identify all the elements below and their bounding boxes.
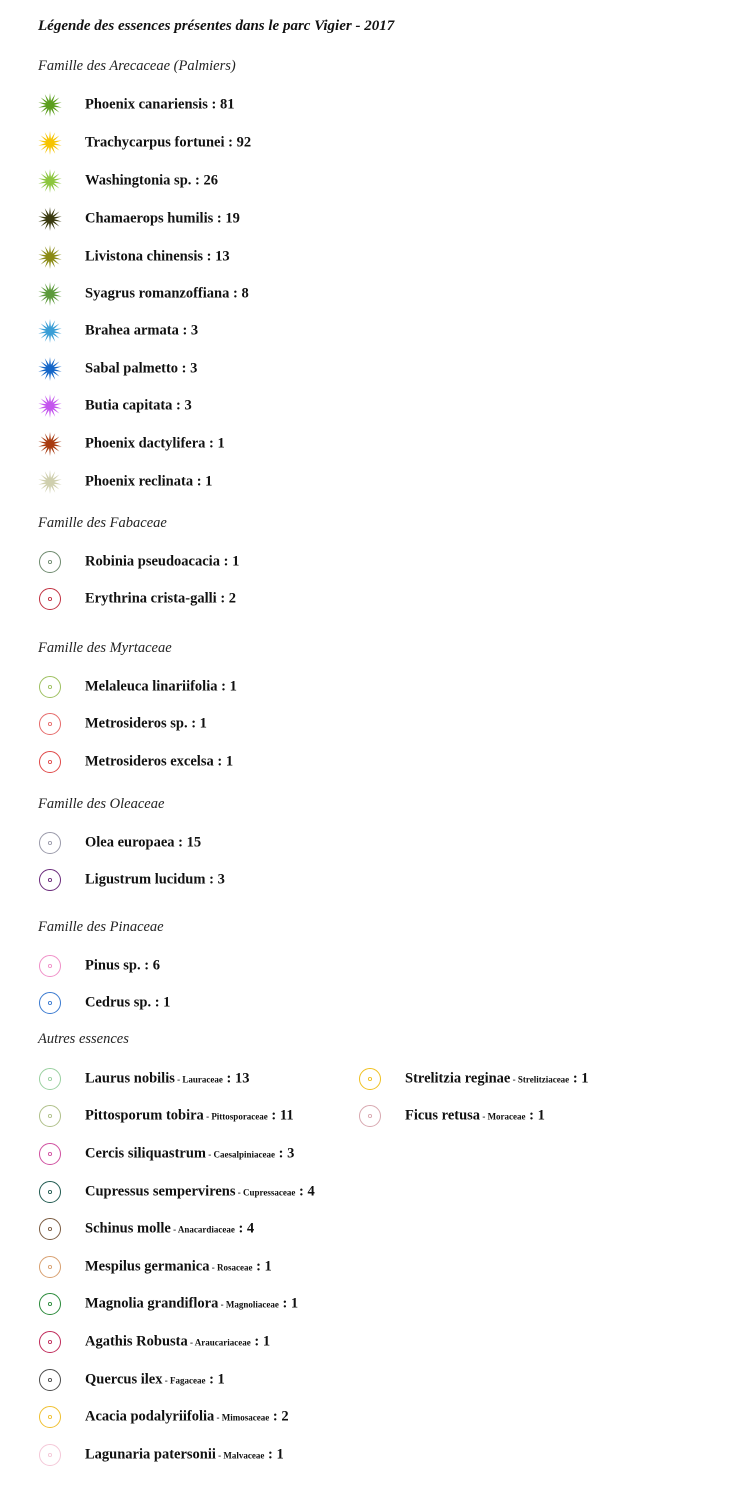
legend-item [37,953,160,979]
species-name: Chamaerops humilis [85,210,214,227]
species-label: Laurus nobilis - Lauraceae : 13 [85,1070,250,1087]
tree-circle-icon [37,549,63,575]
legend-item [37,1179,315,1205]
species-count: 13 [234,1070,250,1087]
legend-item [37,1103,294,1129]
species-label: Washingtonia sp. : 26 [85,172,218,189]
legend-item [37,168,218,194]
family-heading: Famille des Arecaceae (Palmiers) [38,58,236,74]
species-name: Laurus nobilis [85,1070,175,1087]
species-family: Pittosporaceae [211,1111,268,1122]
species-family: Rosaceae [216,1262,253,1273]
family-heading: Famille des Myrtaceae [38,640,172,656]
legend-item [37,549,240,575]
species-count: 4 [246,1220,255,1237]
species-count: 2 [281,1408,289,1425]
species-count: 3 [190,322,199,339]
species-label: Ligustrum lucidum : 3 [85,871,225,888]
species-name: Quercus ilex [85,1371,163,1388]
species-count: 81 [219,96,235,113]
species-label: Magnolia grandiflora - Magnoliaceae : 1 [85,1295,299,1312]
legend-item [37,1367,225,1393]
species-count: 1 [217,435,225,452]
species-name: Acacia podalyriifolia [85,1408,215,1425]
species-count: 1 [225,753,234,770]
species-label: Brahea armata : 3 [85,322,199,339]
species-name: Melaleuca linariifolia [85,678,218,695]
species-name: Metrosideros sp. [85,715,188,732]
family-heading: Autres essences [38,1031,129,1047]
palm-symbol-icon [37,431,63,457]
species-label: Phoenix dactylifera : 1 [85,435,225,452]
species-label: Ficus retusa - Moraceae : 1 [405,1107,545,1124]
tree-circle-icon [37,1367,63,1393]
palm-symbol-icon [37,356,63,382]
species-label: Trachycarpus fortunei : 92 [85,134,252,151]
palm-symbol-icon [37,281,63,307]
species-name: Erythrina crista-galli [85,590,217,607]
legend-item [37,990,171,1016]
species-label: Mespilus germanica - Rosaceae : 1 [85,1258,272,1275]
palm-symbol-icon [37,244,63,270]
species-name: Cedrus sp. [85,994,152,1011]
species-name: Butia capitata [85,397,173,414]
species-name: Pinus sp. [85,957,141,974]
species-family: Lauraceae [182,1074,223,1085]
legend-item [37,711,207,737]
legend-item [37,674,237,700]
legend-item [37,206,240,232]
species-family: Strelitziaceae [517,1074,570,1085]
legend-item [37,1216,255,1242]
species-family: Cupressaceae [243,1187,296,1198]
species-label: Robinia pseudoacacia : 1 [85,553,240,570]
family-heading: Famille des Oleaceae [38,796,165,812]
species-label: Sabal palmetto : 3 [85,360,198,377]
species-count: 15 [186,834,202,851]
species-family: Caesalpiniaceae [213,1149,275,1160]
species-label: Butia capitata : 3 [85,397,192,414]
species-label: Phoenix reclinata : 1 [85,473,213,490]
species-count: 3 [287,1145,295,1162]
species-count: 3 [217,871,225,888]
species-count: 1 [205,473,213,490]
species-name: Livistona chinensis [85,248,204,265]
tree-circle-icon [37,990,63,1016]
species-label: Erythrina crista-galli : 2 [85,590,237,607]
tree-circle-icon [357,1103,383,1129]
tree-circle-icon [37,1066,63,1092]
species-count: 4 [307,1183,315,1200]
species-name: Olea europaea [85,834,175,851]
species-count: 8 [241,285,249,302]
species-name: Cercis siliquastrum [85,1145,206,1162]
species-count: 1 [290,1295,299,1312]
palm-symbol-icon [37,206,63,232]
family-heading: Famille des Pinaceae [38,919,164,935]
species-name: Ligustrum lucidum [85,871,206,888]
palm-symbol-icon [37,168,63,194]
species-count: 13 [215,248,230,265]
tree-circle-icon [37,1291,63,1317]
species-name: Schinus molle [85,1220,171,1237]
tree-circle-icon [37,830,63,856]
tree-circle-icon [37,749,63,775]
species-label: Chamaerops humilis : 19 [85,210,240,227]
species-label: Cedrus sp. : 1 [85,994,171,1011]
legend-item [37,244,230,270]
palm-symbol-icon [37,318,63,344]
species-name: Phoenix dactylifera [85,435,206,452]
legend-item [37,1066,250,1092]
tree-circle-icon [37,1216,63,1242]
species-label: Phoenix canariensis : 81 [85,96,235,113]
species-count: 19 [225,210,240,227]
tree-circle-icon [37,1179,63,1205]
species-name: Phoenix reclinata [85,473,194,490]
species-count: 3 [190,360,198,377]
species-label: Syagrus romanzoffiana : 8 [85,285,249,302]
species-count: 1 [232,553,240,570]
species-name: Strelitzia reginae [405,1070,511,1087]
legend-item [37,1329,271,1355]
species-family: Fagaceae [169,1375,206,1386]
species-count: 3 [184,397,192,414]
tree-circle-icon [37,586,63,612]
species-family: Mimosaceae [221,1412,270,1423]
species-count: 1 [581,1070,589,1087]
species-name: Syagrus romanzoffiana [85,285,230,302]
legend-title: Légende des essences présentes dans le parc Vigier - 2017 [38,18,395,34]
species-label: Cercis siliquastrum - Caesalpiniaceae : 3 [85,1145,295,1162]
species-count: 1 [264,1258,272,1275]
legend-item [357,1103,545,1129]
tree-circle-icon [357,1066,383,1092]
species-count: 6 [152,957,160,974]
species-name: Washingtonia sp. [85,172,192,189]
legend-item [37,393,192,419]
species-family: Magnoliaceae [225,1299,279,1310]
species-name: Magnolia grandiflora [85,1295,219,1312]
legend-item [37,867,225,893]
legend-item [37,1141,295,1167]
species-count: 1 [163,994,171,1011]
species-family: Moraceae [487,1111,526,1122]
palm-symbol-icon [37,92,63,118]
species-label: Quercus ilex - Fagaceae : 1 [85,1371,225,1388]
legend-item [37,92,235,118]
tree-circle-icon [37,1404,63,1430]
species-label: Metrosideros excelsa : 1 [85,753,234,770]
tree-circle-icon [37,1141,63,1167]
species-family: Araucariaceae [194,1337,251,1348]
legend-item [357,1066,589,1092]
species-count: 1 [217,1371,225,1388]
legend-item [37,356,198,382]
tree-circle-icon [37,1254,63,1280]
species-label: Cupressus sempervirens - Cupressaceae : 4 [85,1183,315,1200]
species-label: Pinus sp. : 6 [85,957,160,974]
species-name: Brahea armata [85,322,179,339]
species-name: Ficus retusa [405,1107,481,1124]
species-label: Lagunaria patersonii - Malvaceae : 1 [85,1446,284,1463]
legend-item [37,281,249,307]
legend-item [37,431,225,457]
legend-item [37,749,234,775]
tree-circle-icon [37,1442,63,1468]
tree-circle-icon [37,867,63,893]
legend-item [37,1442,284,1468]
family-heading: Famille des Fabaceae [38,515,167,531]
species-label: Livistona chinensis : 13 [85,248,230,265]
species-label: Olea europaea : 15 [85,834,202,851]
palm-symbol-icon [37,130,63,156]
species-count: 2 [228,590,237,607]
species-name: Metrosideros excelsa [85,753,214,770]
species-name: Robinia pseudoacacia [85,553,220,570]
tree-circle-icon [37,1329,63,1355]
legend-item [37,830,202,856]
species-count: 1 [276,1446,284,1463]
species-label: Metrosideros sp. : 1 [85,715,207,732]
species-name: Pittosporum tobira [85,1107,204,1124]
species-count: 1 [199,715,207,732]
species-family: Malvaceae [223,1450,265,1461]
palm-symbol-icon [37,393,63,419]
legend-item [37,469,213,495]
species-name: Sabal palmetto [85,360,179,377]
tree-circle-icon [37,953,63,979]
species-label: Agathis Robusta - Araucariaceae : 1 [85,1333,271,1350]
species-count: 11 [279,1107,294,1124]
species-count: 1 [537,1107,545,1124]
legend-item [37,1254,272,1280]
species-label: Pittosporum tobira - Pittosporaceae : 11 [85,1107,294,1124]
species-count: 26 [203,172,218,189]
species-name: Trachycarpus fortunei [85,134,225,151]
species-label: Melaleuca linariifolia : 1 [85,678,237,695]
legend-item [37,1291,299,1317]
species-count: 92 [236,134,252,151]
species-count: 1 [262,1333,271,1350]
species-label: Strelitzia reginae - Strelitziaceae : 1 [405,1070,589,1087]
species-name: Lagunaria patersonii [85,1446,216,1463]
legend-item [37,1404,289,1430]
tree-circle-icon [37,1103,63,1129]
species-name: Phoenix canariensis [85,96,208,113]
species-name: Mespilus germanica [85,1258,210,1275]
species-label: Acacia podalyriifolia - Mimosaceae : 2 [85,1408,289,1425]
species-label: Schinus molle - Anacardiaceae : 4 [85,1220,255,1237]
tree-circle-icon [37,674,63,700]
tree-circle-icon [37,711,63,737]
species-family: Anacardiaceae [177,1224,235,1235]
species-name: Agathis Robusta [85,1333,188,1350]
legend-item [37,586,237,612]
species-name: Cupressus sempervirens [85,1183,236,1200]
legend-item [37,130,252,156]
palm-symbol-icon [37,469,63,495]
legend-item [37,318,199,344]
species-count: 1 [229,678,237,695]
